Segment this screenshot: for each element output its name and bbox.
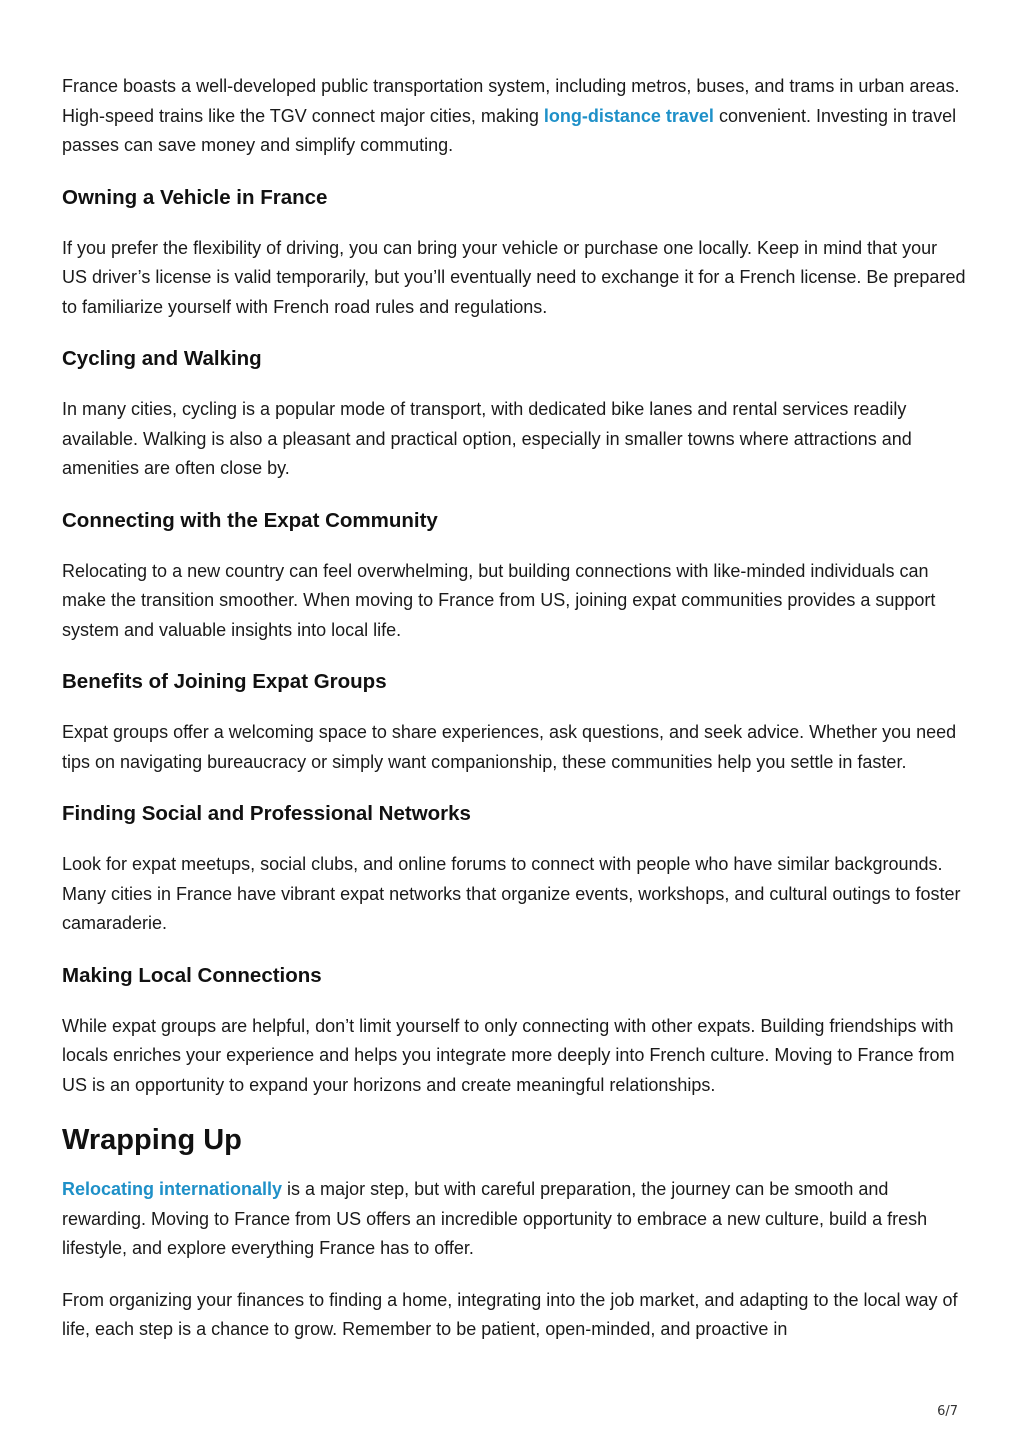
paragraph-wrap-2: From organizing your finances to finding a home, integrating into the job market, and adapting to the local way of life, each step is a chance to grow. Remember to be patient, open-minded, and proactive in [62,1289,958,1339]
page-number: 6/7 [937,1404,958,1419]
heading-expat-groups: Benefits of Joining Expat Groups [62,670,387,693]
heading-cycling-walking: Cycling and Walking [62,347,262,370]
intro-paragraph [62,72,967,161]
heading-expat-community: Connecting with the Expat Community [62,508,438,532]
relocating-internationally-link[interactable]: Relocating internationally [62,1179,283,1199]
paragraph-expat-community: Relocating to a new country can feel overwhelming, but building connections with like-minded individuals can make the transition smoother. When moving to France from US, joining expat communities provides a support system and valuable insights into local life. [62,560,936,640]
paragraph-wrap-1 [62,1175,967,1264]
heading-local-connections: Making Local Connections [62,963,322,987]
intro-text-after: convenient. Investing in travel passes can save money and simplify commuting. [62,105,957,155]
paragraph-local-connections: While expat groups are helpful, don’t limit yourself to only connecting with other expats. Building friendships with locals enriches your experience and helps you integrate more deeply into French culture. Moving to France from US is an opportunity to expand your horizons and create meaningful relationships. [62,1015,955,1095]
paragraph-cycling-walking: In many cities, cycling is a popular mode of transport, with dedicated bike lanes and rental services readily available. Walking is also a pleasant and practical option, especially in smaller towns where attractions and amenities are often close by. [62,399,912,478]
paragraph-expat-groups: Expat groups offer a welcoming space to share experiences, ask questions, and seek advice. Whether you need tips on navigating bureaucracy or simply want companionship, these communities help you settle in faster. [62,722,957,772]
heading-owning-vehicle: Owning a Vehicle in France [62,185,328,209]
wrap-text-after: is a major step, but with careful preparation, the journey can be smooth and rewarding. Moving to France from US offers an incredible opportunity to embrace a new culture, build a fresh lifestyle, and explore everything France has to offer. [62,1179,928,1258]
intro-text-before: France boasts a well-developed public transportation system, including metros, buses, and trams in urban areas. High-speed trains like the TGV connect major cities, making [62,76,960,126]
long-distance-travel-link[interactable]: long-distance travel [543,105,714,126]
paragraph-social-networks: Look for expat meetups, social clubs, and online forums to connect with people who have similar backgrounds. Many cities in France have vibrant expat networks that organize events, workshops, and cultural outings to foster camaraderie. [62,854,961,933]
paragraph-owning-vehicle: If you prefer the flexibility of driving, you can bring your vehicle or purchase one locally. Keep in mind that your US driver’s license is valid temporarily, but you’ll eventually need to exchange it for a French license. Be prepared to familiarize yourself with French road rules and regulations. [62,237,966,317]
heading-wrapping-up: Wrapping Up [62,1124,242,1156]
heading-social-networks: Finding Social and Professional Networks [62,802,471,825]
document-body [62,72,967,1367]
